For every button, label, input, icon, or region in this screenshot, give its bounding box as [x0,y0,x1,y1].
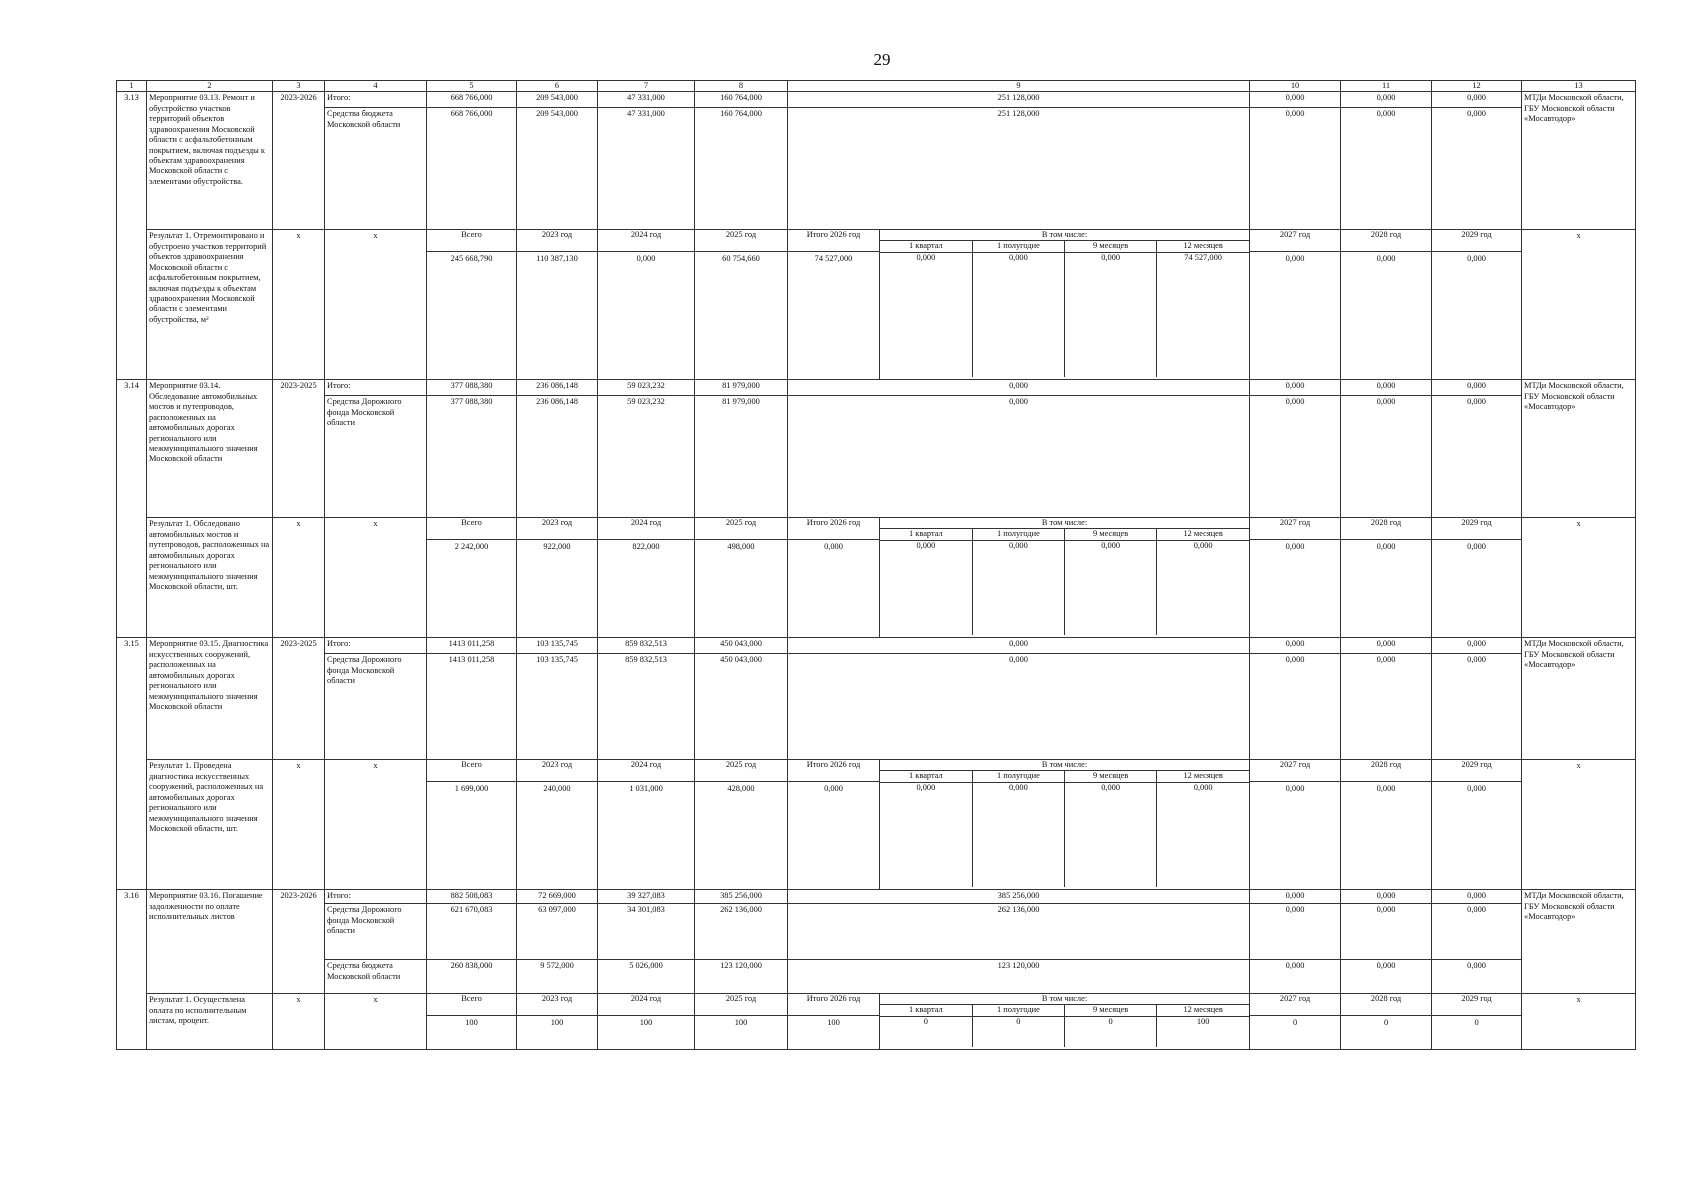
row-number: 3.15 [117,638,147,890]
result-y2028-header: 2028 год [1370,994,1402,1004]
result-y2029-header: 2029 год [1461,760,1492,770]
funding-source: Средства Дорожного фонда Московской области [325,904,427,960]
amount-y2024: 39 327,083 [598,890,695,904]
source-row [117,380,1636,396]
result-y2023-header: 2023 год [541,994,573,1004]
amount-y2025: 160 764,000 [695,108,788,230]
source-row [117,92,1636,108]
q1-header: 1 квартал [909,1005,943,1015]
column-number: 7 [598,81,695,92]
column-number-row [117,81,1636,92]
result-y2025-header: 2025 год [725,994,757,1004]
result-y2029 [1432,230,1522,380]
amount-total: 621 670,083 [427,904,517,960]
amount-y2024: 59 023,232 [598,380,695,396]
result-y2023-value: 240,000 [543,784,571,794]
result-y2023-value: 100 [550,1018,564,1028]
result-y2027-value: 0,000 [1285,254,1305,264]
m12-header: 12 месяцев [1183,771,1223,781]
amount-y2029: 0,000 [1432,638,1522,654]
m12-value: 0,000 [1193,782,1213,792]
result-y2027 [1250,518,1341,638]
q1-value: 0,000 [916,540,936,550]
result-breakdown [880,230,1250,380]
m9-value: 0,000 [1101,540,1121,550]
result-y2024 [598,230,695,380]
source-row [117,904,1636,960]
result-y2028-value: 0,000 [1376,784,1396,794]
amount-y2024: 859 832,513 [598,654,695,760]
amount-y2027: 0,000 [1250,638,1341,654]
result-y2028 [1341,994,1432,1050]
amount-y2024: 34 301,083 [598,904,695,960]
result-y2027-header: 2027 год [1279,994,1311,1004]
result-total-value: 2 242,000 [454,542,489,552]
result-y2025-value: 498,000 [727,542,755,552]
result-y2023 [517,230,598,380]
column-number: 6 [517,81,598,92]
source-row [117,960,1636,994]
amount-total: 882 508,083 [427,890,517,904]
m12-header: 12 месяцев [1183,241,1223,251]
result-text: Результат 1. Осуществлена оплата по исполнительным листам, процент. [147,994,273,1050]
result-y2024-value: 822,000 [632,542,660,552]
h1-header: 1 полугодие [996,241,1040,251]
result-y2028-value: 0,000 [1376,542,1396,552]
amount-y2026: 251 128,000 [788,92,1250,108]
amount-y2025: 450 043,000 [695,654,788,760]
result-y2026 [788,230,880,380]
funding-source: Средства бюджета Московской области [325,960,427,994]
amount-y2028: 0,000 [1341,890,1432,904]
q1-header: 1 квартал [909,241,943,251]
result-y2029-header: 2029 год [1461,518,1492,528]
amount-y2024: 47 331,000 [598,92,695,108]
responsible: МТДи Московской области, ГБУ Московской области «Мосавтодор» [1522,638,1636,760]
result-y2024 [598,760,695,890]
result-y2028 [1341,518,1432,638]
result-total [427,760,517,890]
amount-y2028: 0,000 [1341,92,1432,108]
breakdown-header: В том числе: [1041,994,1088,1004]
m9-header: 9 месяцев [1093,529,1129,539]
result-y2026-value: 100 [827,1018,840,1028]
result-y2024-header: 2024 год [630,230,662,240]
result-y2026-header: Итого 2026 год [806,518,861,528]
h1-value: 0,000 [1008,782,1028,792]
period: 2023-2026 [273,890,325,994]
result-text: Результат 1. Проведена диагностика искусственных сооружений, расположенных на автомобильных дорогах регионального или межмуниципального значения Московской области, шт. [147,760,273,890]
amount-y2026: 0,000 [788,396,1250,518]
result-y2025 [695,994,788,1050]
amount-y2025: 81 979,000 [695,380,788,396]
amount-y2026: 0,000 [788,380,1250,396]
m12-value: 74 527,000 [1184,252,1222,262]
amount-y2023: 236 086,148 [517,380,598,396]
result-y2023-header: 2023 год [541,760,573,770]
result-y2027-header: 2027 год [1279,518,1311,528]
funding-source: Итого: [325,380,427,396]
amount-y2029: 0,000 [1432,890,1522,904]
funding-source: Итого: [325,890,427,904]
result-y2023-header: 2023 год [541,518,573,528]
row-number: 3.13 [117,92,147,380]
result-y2025 [695,760,788,890]
amount-y2027: 0,000 [1250,396,1341,518]
result-y2024-value: 100 [639,1018,653,1028]
column-number: 4 [325,81,427,92]
result-y2024-header: 2024 год [630,760,662,770]
m12-value: 0,000 [1193,540,1213,550]
amount-y2029: 0,000 [1432,380,1522,396]
column-number: 1 [117,81,147,92]
result-y2025-header: 2025 год [725,230,757,240]
amount-y2028: 0,000 [1341,960,1432,994]
result-y2029-value: 0,000 [1467,542,1486,552]
result-y2027 [1250,230,1341,380]
activity-name: Мероприятие 03.16. Погашение задолженности по оплате исполнительных листов [147,890,273,994]
result-y2023 [517,994,598,1050]
result-y2025-value: 100 [734,1018,748,1028]
result-y2024-value: 1 031,000 [629,784,663,794]
result-y2025 [695,230,788,380]
period: 2023-2025 [273,380,325,518]
amount-y2024: 59 023,232 [598,396,695,518]
column-number: 3 [273,81,325,92]
source-row [117,396,1636,518]
result-y2028-header: 2028 год [1370,760,1402,770]
amount-y2028: 0,000 [1341,654,1432,760]
result-c13: х [1522,518,1636,638]
amount-y2025: 385 256,000 [695,890,788,904]
amount-y2027: 0,000 [1250,960,1341,994]
result-y2027-value: 0,000 [1285,542,1305,552]
result-y2029-value: 0,000 [1467,254,1486,264]
q1-value: 0 [923,1016,928,1026]
amount-y2028: 0,000 [1341,904,1432,960]
result-y2025 [695,518,788,638]
amount-y2025: 81 979,000 [695,396,788,518]
h1-value: 0,000 [1008,252,1028,262]
result-c13: х [1522,760,1636,890]
m9-value: 0,000 [1101,782,1121,792]
amount-y2023: 209 543,000 [517,108,598,230]
amount-y2029: 0,000 [1432,92,1522,108]
result-y2027 [1250,760,1341,890]
activity-name: Мероприятие 03.13. Ремонт и обустройство участков территорий объектов здравоохранения Московской области с асфальтобетонным покрытием, включая подъезды к объектам здравоохранения Московской области с элементами обустройства. [147,92,273,230]
result-total-header: Всего [461,994,482,1004]
result-breakdown [880,760,1250,890]
result-c4: х [325,994,427,1050]
period: 2023-2025 [273,638,325,760]
amount-y2026: 0,000 [788,638,1250,654]
amount-y2026: 0,000 [788,654,1250,760]
result-y2029 [1432,518,1522,638]
source-row [117,890,1636,904]
result-c3: х [273,518,325,638]
row-number: 3.14 [117,380,147,638]
funding-source: Итого: [325,638,427,654]
amount-y2027: 0,000 [1250,108,1341,230]
result-y2028-value: 0,000 [1376,254,1396,264]
result-c4: х [325,518,427,638]
result-c3: х [273,230,325,380]
result-total-value: 100 [465,1018,478,1028]
amount-y2026: 385 256,000 [788,890,1250,904]
result-total-header: Всего [461,230,482,240]
activity-name: Мероприятие 03.14. Обследование автомобильных мостов и путепроводов, расположенных на автомобильных дорогах регионального или межмуниципального значения Московской области [147,380,273,518]
result-breakdown [880,518,1250,638]
source-row [117,654,1636,760]
result-row [117,230,1636,380]
amount-y2027: 0,000 [1250,380,1341,396]
amount-y2029: 0,000 [1432,108,1522,230]
amount-y2023: 103 135,745 [517,638,598,654]
result-row [117,760,1636,890]
amount-total: 377 088,380 [427,396,517,518]
funding-source: Итого: [325,92,427,108]
result-c3: х [273,994,325,1050]
funding-source: Средства Дорожного фонда Московской области [325,654,427,760]
responsible: МТДи Московской области, ГБУ Московской области «Мосавтодор» [1522,380,1636,518]
m12-value: 100 [1196,1016,1210,1026]
result-y2024-value: 0,000 [636,254,656,264]
result-y2024 [598,518,695,638]
result-breakdown [880,994,1250,1050]
result-c13: х [1522,230,1636,380]
result-y2025-value: 428,000 [727,784,755,794]
amount-y2024: 859 832,513 [598,638,695,654]
m9-header: 9 месяцев [1093,241,1129,251]
result-y2026-value: 0,000 [824,542,843,552]
result-y2028 [1341,760,1432,890]
result-y2029-value: 0 [1474,1018,1479,1028]
q1-value: 0,000 [916,782,936,792]
result-y2027-header: 2027 год [1279,760,1311,770]
m9-value: 0 [1108,1016,1113,1026]
result-total [427,518,517,638]
result-text: Результат 1. Обследовано автомобильных мостов и путепроводов, расположенных на автомобильных дорогах регионального или межмуниципального значения Московской области, шт. [147,518,273,638]
result-y2024-header: 2024 год [630,518,662,528]
result-y2024-header: 2024 год [630,994,662,1004]
q1-header: 1 квартал [909,529,943,539]
amount-y2026: 262 136,000 [788,904,1250,960]
amount-y2027: 0,000 [1250,890,1341,904]
amount-y2025: 450 043,000 [695,638,788,654]
activity-name: Мероприятие 03.15. Диагностика искусственных сооружений, расположенных на автомобильных дорогах регионального или межмуниципального значения Московской области [147,638,273,760]
result-y2027 [1250,994,1341,1050]
result-y2023-value: 110 387,130 [536,254,578,264]
amount-y2023: 103 135,745 [517,654,598,760]
result-y2023-header: 2023 год [541,230,573,240]
result-y2026-value: 0,000 [824,784,843,794]
column-number: 9 [788,81,1250,92]
amount-y2023: 9 572,000 [517,960,598,994]
period: 2023-2026 [273,92,325,230]
column-number: 2 [147,81,273,92]
result-y2028-value: 0 [1383,1018,1389,1028]
result-total [427,230,517,380]
m9-header: 9 месяцев [1093,1005,1129,1015]
funding-source: Средства бюджета Московской области [325,108,427,230]
source-row [117,108,1636,230]
amount-y2028: 0,000 [1341,396,1432,518]
amount-y2025: 160 764,000 [695,92,788,108]
result-total-value: 245 668,790 [450,254,493,264]
responsible: МТДи Московской области, ГБУ Московской области «Мосавтодор» [1522,92,1636,230]
column-number: 10 [1250,81,1341,92]
q1-header: 1 квартал [909,771,943,781]
amount-total: 668 766,000 [427,92,517,108]
column-number: 12 [1432,81,1522,92]
result-total-header: Всего [461,518,482,528]
amount-total: 377 088,380 [427,380,517,396]
result-text: Результат 1. Отремонтировано и обустроено участков территорий объектов здравоохранения Московской области с асфальтобетонным покрытием, включая подъезды к объектам здравоохранения Московской области с элементами обустройства, м² [147,230,273,380]
result-y2023-value: 922,000 [543,542,571,552]
result-y2026-header: Итого 2026 год [806,760,861,770]
result-y2026 [788,760,880,890]
result-y2026-header: Итого 2026 год [806,230,861,240]
breakdown-header: В том числе: [1041,518,1088,528]
result-c4: х [325,230,427,380]
result-y2028-header: 2028 год [1370,518,1402,528]
amount-y2023: 63 097,000 [517,904,598,960]
column-number: 13 [1522,81,1636,92]
result-y2026 [788,518,880,638]
amount-total: 1413 011,258 [427,654,517,760]
result-y2029 [1432,994,1522,1050]
amount-y2023: 209 543,000 [517,92,598,108]
q1-value: 0,000 [916,252,936,262]
result-y2026-header: Итого 2026 год [806,994,861,1004]
row-number: 3.16 [117,890,147,1050]
m12-header: 12 месяцев [1183,1005,1223,1015]
result-y2028 [1341,230,1432,380]
result-row [117,518,1636,638]
amount-y2029: 0,000 [1432,396,1522,518]
result-c13: х [1522,994,1636,1050]
amount-total: 1413 011,258 [427,638,517,654]
breakdown-header: В том числе: [1041,230,1088,240]
source-row [117,638,1636,654]
result-y2027-value: 0,000 [1285,784,1305,794]
column-number: 8 [695,81,788,92]
result-y2025-header: 2025 год [725,518,757,528]
amount-y2027: 0,000 [1250,904,1341,960]
result-y2028-header: 2028 год [1370,230,1402,240]
result-y2023 [517,760,598,890]
amount-y2023: 72 669,000 [517,890,598,904]
amount-y2028: 0,000 [1341,638,1432,654]
result-y2026-value: 74 527,000 [814,254,853,264]
result-y2024 [598,994,695,1050]
amount-y2025: 123 120,000 [695,960,788,994]
amount-total: 668 766,000 [427,108,517,230]
result-row [117,994,1636,1050]
result-y2025-header: 2025 год [725,760,757,770]
amount-y2025: 262 136,000 [695,904,788,960]
amount-y2029: 0,000 [1432,960,1522,994]
result-total [427,994,517,1050]
responsible: МТДи Московской области, ГБУ Московской области «Мосавтодор» [1522,890,1636,994]
result-y2029-header: 2029 год [1461,230,1492,240]
amount-y2028: 0,000 [1341,108,1432,230]
funding-source: Средства Дорожного фонда Московской области [325,396,427,518]
amount-total: 260 838,000 [427,960,517,994]
result-y2029 [1432,760,1522,890]
h1-value: 0 [1016,1016,1021,1026]
result-y2025-value: 60 754,660 [722,254,760,264]
amount-y2024: 5 026,000 [598,960,695,994]
amount-y2024: 47 331,000 [598,108,695,230]
result-c4: х [325,760,427,890]
amount-y2029: 0,000 [1432,904,1522,960]
result-total-header: Всего [461,760,482,770]
amount-y2026: 251 128,000 [788,108,1250,230]
result-y2029-header: 2029 год [1461,994,1492,1004]
amount-y2027: 0,000 [1250,92,1341,108]
column-number: 11 [1341,81,1432,92]
column-number: 5 [427,81,517,92]
amount-y2029: 0,000 [1432,654,1522,760]
program-activities-table [116,80,1636,1050]
h1-header: 1 полугодие [996,771,1040,781]
amount-y2026: 123 120,000 [788,960,1250,994]
result-c3: х [273,760,325,890]
result-y2027-header: 2027 год [1279,230,1311,240]
result-y2023 [517,518,598,638]
result-y2029-value: 0,000 [1467,784,1486,794]
result-total-value: 1 699,000 [454,784,489,794]
amount-y2027: 0,000 [1250,654,1341,760]
breakdown-header: В том числе: [1041,760,1088,770]
m9-value: 0,000 [1101,252,1121,262]
m9-header: 9 месяцев [1093,771,1129,781]
result-y2027-value: 0 [1292,1018,1298,1028]
h1-value: 0,000 [1008,540,1028,550]
amount-y2023: 236 086,148 [517,396,598,518]
result-y2026 [788,994,880,1050]
page-number: 29 [873,50,891,69]
amount-y2028: 0,000 [1341,380,1432,396]
h1-header: 1 полугодие [996,1005,1040,1015]
h1-header: 1 полугодие [996,529,1040,539]
m12-header: 12 месяцев [1183,529,1223,539]
